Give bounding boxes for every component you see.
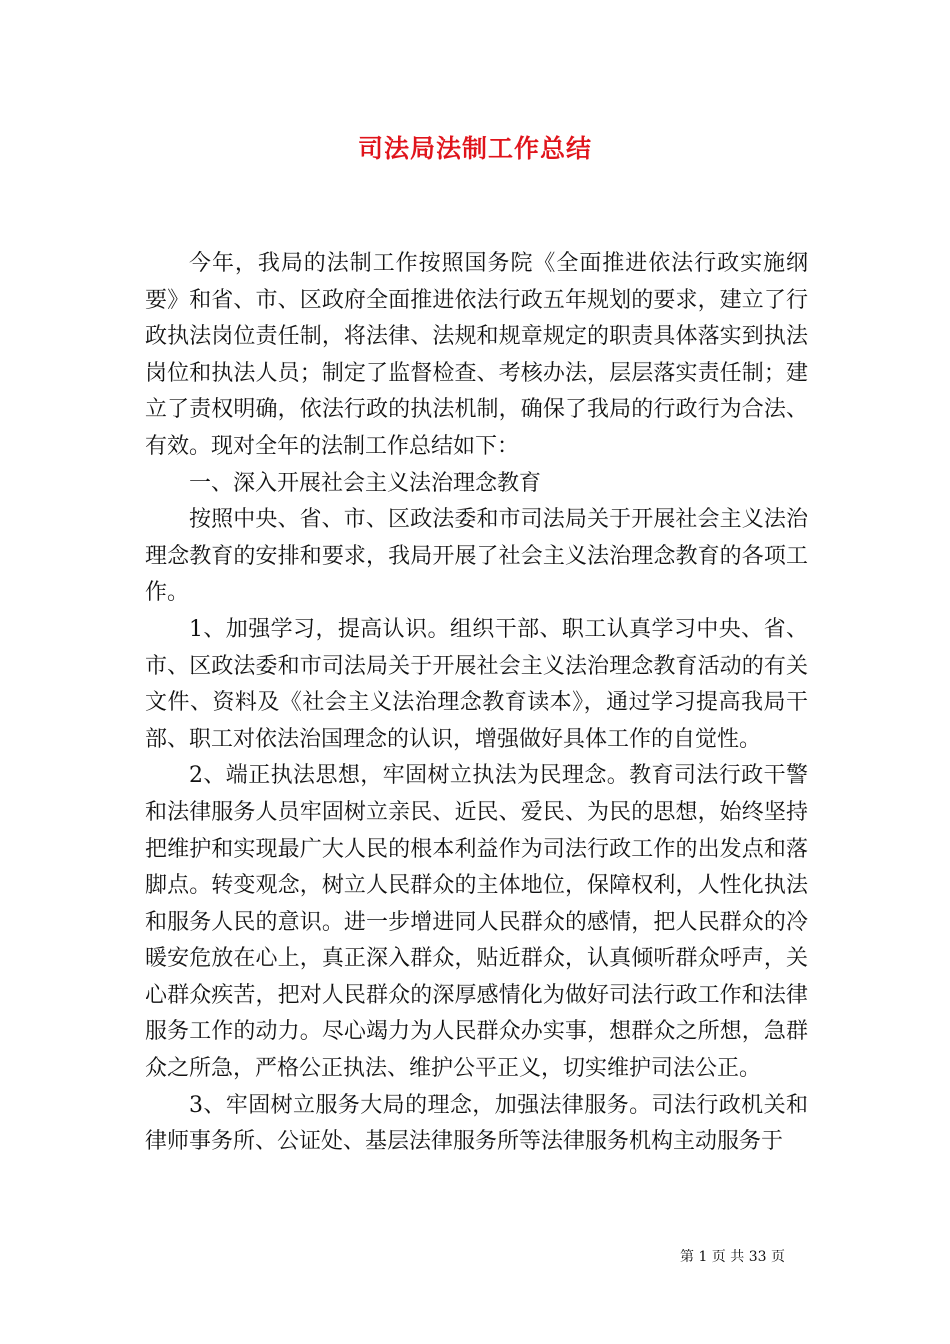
paragraph-item-3: 3、牢固树立服务大局的理念，加强法律服务。司法行政机关和律师事务所、公证处、基层法律服务所等法律服务机构主动服务于	[145, 1092, 808, 1155]
paragraph-section-1: 按照中央、省、市、区政法委和市司法局关于开展社会主义法治理念教育的安排和要求，我局开展了社会主义法治理念教育的各项工作。	[145, 507, 808, 606]
paragraph-item-1: 1、加强学习，提高认识。组织干部、职工认真学习中央、省、市、区政法委和市司法局关于开展社会主义法治理念教育活动的有关文件、资料及《社会主义法治理念教育读本》，通过学习提高我局干部、职工对依法治国理念的认识，增强做好具体工作的自觉性。	[145, 616, 808, 752]
paragraph-item-2: 2、端正执法思想，牢固树立执法为民理念。教育司法行政干警和法律服务人员牢固树立亲民、近民、爱民、为民的思想，始终坚持把维护和实现最广大人民的根本利益作为司法行政工作的出发点和落脚点。转变观念，树立人民群众的主体地位，保障权利，人性化执法和服务人民的意识。进一步增进同人民群众的感情，把人民群众的冷暖安危放在心上，真正深入群众，贴近群众，认真倾听群众呼声，关心群众疾苦，把对人民群众的深厚感情化为做好司法行政工作和法律服务工作的动力。尽心竭力为人民群众办实事，想群众之所想，急群众之所急，严格公正执法、维护公平正义，切实维护司法公正。	[145, 763, 808, 1082]
page-number-footer: 第 1 页 共 33 页	[680, 1249, 785, 1265]
document-title: 司法局法制工作总结	[357, 134, 592, 163]
section-heading-1: 一、深入开展社会主义法治理念教育	[189, 470, 542, 496]
paragraph-intro: 今年，我局的法制工作按照国务院《全面推进依法行政实施纲要》和省、市、区政府全面推进依法行政五年规划的要求，建立了行政执法岗位责任制，将法律、法规和规章规定的职责具体落实到执法岗位和执法人员；制定了监督检查、考核办法，层层落实责任制；建立了责权明确，依法行政的执法机制，确保了我局的行政行为合法、有效。现对全年的法制工作总结如下：	[145, 251, 808, 459]
document-body	[145, 246, 808, 1161]
